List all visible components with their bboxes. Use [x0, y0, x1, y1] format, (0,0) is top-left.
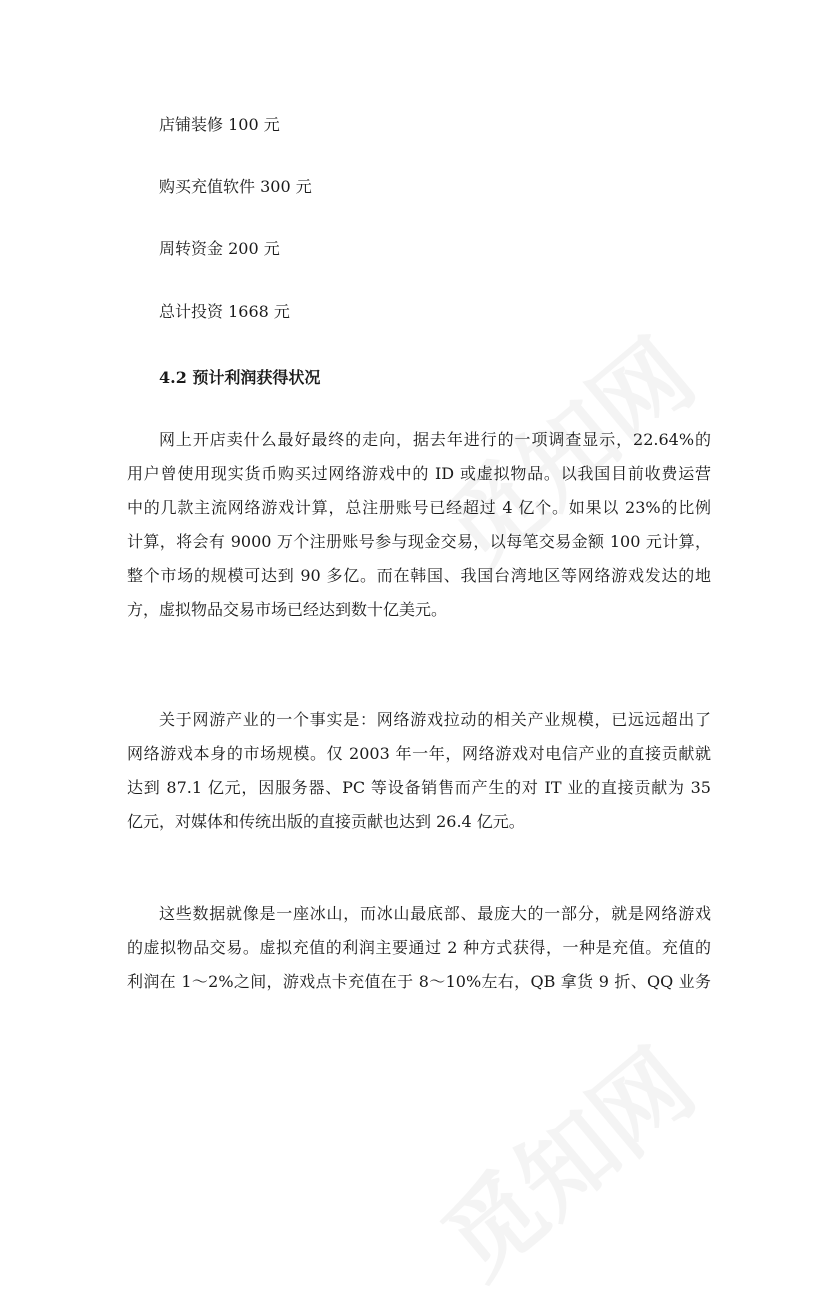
- paragraph-line: 达到 87.1 亿元，因服务器、PC 等设备销售而产生的对 IT 业的直接贡献为 35: [127, 778, 711, 797]
- budget-item: 店铺装修 100 元: [159, 115, 280, 134]
- paragraph-line: 网上开店卖什么最好最终的走向，据去年进行的一项调查显示，22.64%的: [159, 430, 711, 449]
- paragraph-line: 整个市场的规模可达到 90 多亿。而在韩国、我国台湾地区等网络游戏发达的地: [127, 566, 711, 585]
- paragraph: [127, 703, 711, 839]
- paragraph-line: 网络游戏本身的市场规模。仅 2003 年一年，网络游戏对电信产业的直接贡献就: [127, 744, 711, 763]
- paragraph-line: 的虚拟物品交易。虚拟充值的利润主要通过 2 种方式获得，一种是充值。充值的: [127, 938, 711, 957]
- paragraph-line: 计算，将会有 9000 万个注册账号参与现金交易，以每笔交易金额 100 元计算，: [127, 532, 711, 551]
- budget-item: 购买充值软件 300 元: [159, 177, 312, 196]
- paragraph-line: 方，虚拟物品交易市场已经达到数十亿美元。: [127, 600, 448, 619]
- paragraph-line: 利润在 1～2%之间，游戏点卡充值在于 8～10%左右，QB 拿货 9 折、QQ 业务: [127, 972, 711, 991]
- budget-item: 周转资金 200 元: [159, 239, 280, 258]
- paragraph: [127, 423, 711, 627]
- paragraph-line: 中的几款主流网络游戏计算，总注册账号已经超过 4 亿个。如果以 23%的比例: [127, 498, 711, 517]
- section-heading: 4.2 预计利润获得状况: [159, 368, 321, 387]
- paragraph: [127, 897, 711, 999]
- budget-item: 总计投资 1668 元: [159, 302, 290, 321]
- paragraph-line: 用户曾使用现实货币购买过网络游戏中的 ID 或虚拟物品。以我国目前收费运营: [127, 464, 711, 483]
- watermark: [410, 1013, 719, 1303]
- paragraph-line: 关于网游产业的一个事实是：网络游戏拉动的相关产业规模，已远远超出了: [159, 710, 711, 729]
- paragraph-line: 亿元，对媒体和传统出版的直接贡献也达到 26.4 亿元。: [127, 812, 525, 831]
- paragraph-line: 这些数据就像是一座冰山，而冰山最底部、最庞大的一部分，就是网络游戏: [159, 904, 711, 923]
